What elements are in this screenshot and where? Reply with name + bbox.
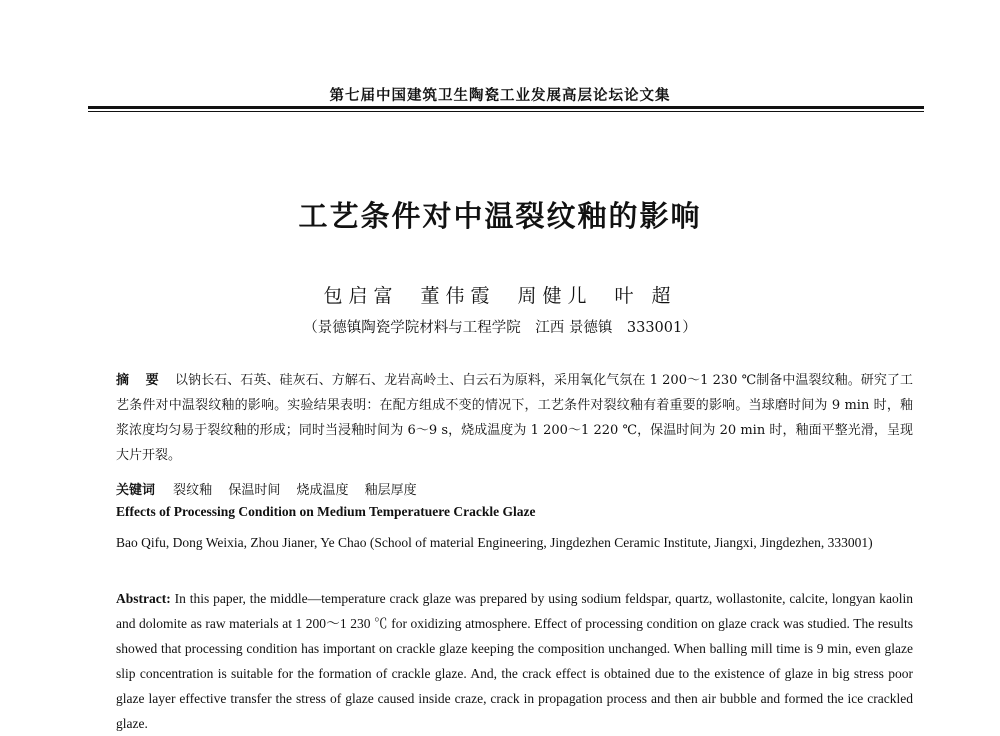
author-list [0, 281, 1000, 308]
abstract-en-label: Abstract: [116, 591, 171, 606]
author-name: 叶 超 [614, 285, 677, 307]
abstract-zh-text: 以钠长石、石英、硅灰石、方解石、龙岩高岭土、白云石为原料，采用氧化气氛在 1 200～1 230 ℃制备中温裂纹釉。研究了工艺条件对中温裂纹釉的影响。实验结果表明：在配方组成不变的情况下，工艺条件对裂纹釉有着重要的影响。当球磨时间为 9 min 时，釉浆浓度均匀易于裂纹釉的形成；同时当浸釉时间为 6～9 s，烧成温度为 1 200～1 220 ℃，保温时间为 20 min 时，釉面平整光滑，呈现大片开裂。 [116, 373, 913, 463]
paper-title: 工艺条件对中温裂纹釉的影响 [298, 199, 702, 233]
author-name: 董伟霞 [420, 285, 496, 307]
keyword: 裂纹釉 [173, 483, 213, 498]
header-rule-thick [88, 106, 924, 109]
abstract-zh [116, 368, 913, 468]
running-header: 第七届中国建筑卫生陶瓷工业发展高层论坛论文集 [329, 88, 671, 104]
abstract-en-text: In this paper, the middle—temperature crack glaze was prepared by using sodium feldspar, quartz, wollastonite, calcite, longyan kaolin and dolomite as raw materials at 1 200～1 230 ℃ for oxidizing atmosphere. Effect of processing condition on glaze crack was studied. The results showed that processing condition has important on crackle glaze keeping the composition unchanged. When balling mill time is 9 min, even glaze slip concentration is suitable for the formation of crackle glaze. And, the crack effect is obtained due to the existence of glaze in big stress poor glaze layer effective transfer the stress of glaze caused inside craze, crack in propagation process and then air bubble and formed the ice crackled glaze. [116, 591, 913, 731]
abstract-en [116, 586, 913, 736]
author-name: 周健儿 [517, 285, 593, 307]
affiliation: （景德镇陶瓷学院材料与工程学院 江西 景德镇 333001） [303, 320, 697, 336]
keywords-zh [116, 478, 913, 503]
abstract-zh-label: 摘 要 [116, 373, 165, 388]
author-name: 包启富 [323, 285, 399, 307]
keyword: 釉层厚度 [364, 483, 417, 498]
english-title: Effects of Processing Condition on Medium Temperatuere Crackle Glaze [116, 504, 536, 519]
keyword: 烧成温度 [296, 483, 349, 498]
keyword: 保温时间 [228, 483, 281, 498]
english-authors: Bao Qifu, Dong Weixia, Zhou Jianer, Ye Chao (School of material Engineering, Jingdezhen Ceramic Institute, Jiangxi, Jingdezhen, 333001) [116, 535, 873, 550]
keywords-zh-label: 关键词 [116, 483, 156, 498]
header-rule-thin [88, 111, 924, 112]
